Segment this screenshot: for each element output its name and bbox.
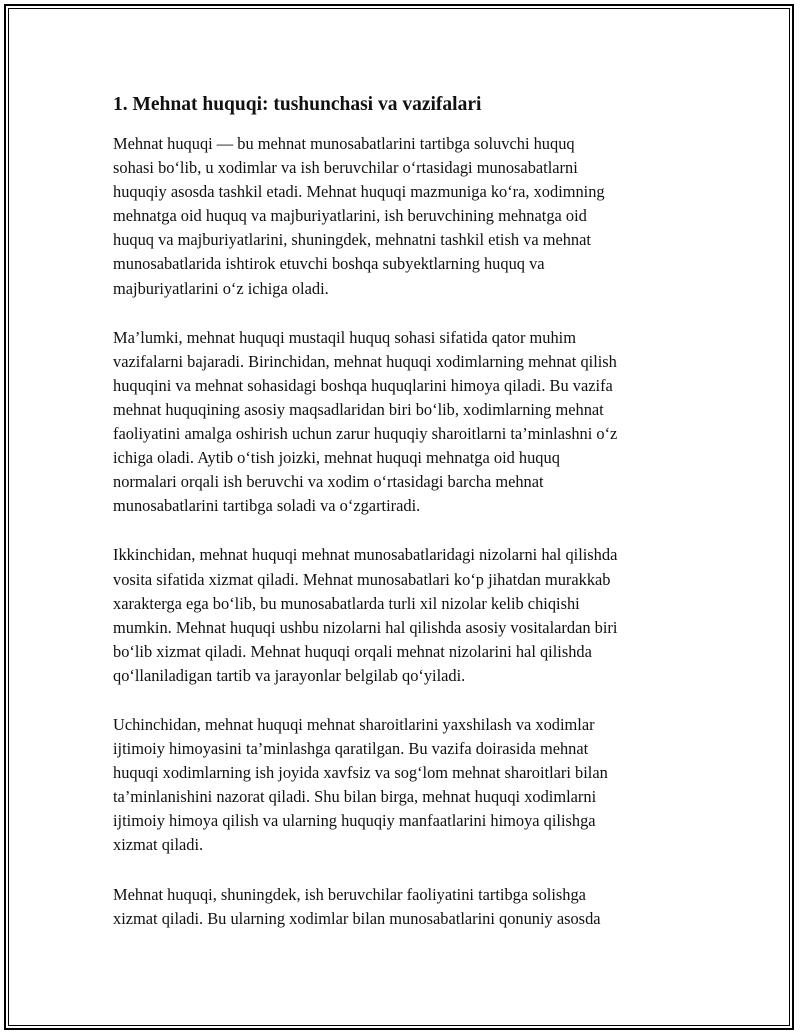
paragraph-1 — [113, 132, 673, 301]
text-line: Ikkinchidan, mehnat huquqi mehnat munosabatlaridagi nizolarni hal qilishda — [113, 545, 618, 565]
text-line: ichiga oladi. Aytib o‘tish joizki, mehnat huquqi mehnatga oid huquq — [113, 448, 560, 468]
text-line: majburiyatlarini o‘z ichiga oladi. — [113, 278, 329, 298]
text-line: faoliyatini amalga oshirish uchun zarur huquqiy sharoitlarni ta’minlashni o‘z — [113, 424, 618, 444]
text-line: huquqi xodimlarning ish joyida xavfsiz va sog‘lom mehnat sharoitlari bilan — [113, 763, 608, 783]
text-line: xizmat qiladi. — [113, 835, 204, 855]
text-line: Ma’lumki, mehnat huquqi mustaqil huquq sohasi sifatida qator muhim — [113, 327, 576, 347]
text-line: huquqiy asosda tashkil etadi. Mehnat huquqi mazmuniga ko‘ra, xodimning — [113, 182, 605, 202]
text-line: ijtimoiy himoyasini ta’minlashga qaratilgan. Bu vazifa doirasida mehnat — [113, 739, 589, 759]
text-line: Mehnat huquqi — bu mehnat munosabatlarini tartibga soluvchi huquq — [113, 134, 575, 153]
text-line: munosabatlarini tartibga soladi va o‘zgartiradi. — [113, 496, 421, 516]
paragraph-3 — [113, 543, 673, 688]
paragraph-4 — [113, 713, 673, 858]
section-heading: 1. Mehnat huquqi: tushunchasi va vazifalari — [113, 94, 482, 115]
text-line: huquqini va mehnat sohasidagi boshqa huquqlarini himoya qiladi. Bu vazifa — [113, 375, 613, 395]
text-line: vazifalarni bajaradi. Birinchidan, mehnat huquqi xodimlarning mehnat qilish — [113, 351, 617, 371]
text-line: Mehnat huquqi, shuningdek, ish beruvchilar faoliyatini tartibga solishga — [113, 884, 586, 904]
text-line: mumkin. Mehnat huquqi ushbu nizolarni hal qilishda asosiy vositalardan biri — [113, 617, 618, 637]
text-line: qo‘llaniladigan tartib va jarayonlar belgilab qo‘yiladi. — [113, 665, 466, 685]
paragraph-2 — [113, 326, 673, 519]
text-line: sohasi bo‘lib, u xodimlar va ish beruvchilar o‘rtasidagi munosabatlarni — [113, 158, 578, 178]
text-line: bo‘lib xizmat qiladi. Mehnat huquqi orqali mehnat nizolarini hal qilishda — [113, 641, 592, 661]
text-line: mehnatga oid huquq va majburiyatlarini, ish beruvchining mehnatga oid — [113, 206, 587, 226]
text-line: huquq va majburiyatlarini, shuningdek, mehnatni tashkil etish va mehnat — [113, 230, 591, 250]
text-line: xarakterga ega bo‘lib, bu munosabatlarda turli xil nizolar kelib chiqishi — [113, 593, 580, 613]
document-body — [113, 92, 673, 956]
paragraph-5 — [113, 883, 673, 931]
text-line: normalari orqali ish beruvchi va xodim o‘rtasidagi barcha mehnat — [113, 472, 544, 492]
text-line: ijtimoiy himoya qilish va ularning huquqiy manfaatlarini himoya qilishga — [113, 811, 596, 831]
text-line: xizmat qiladi. Bu ularning xodimlar bilan munosabatlarini qonuniy asosda — [113, 908, 601, 928]
text-line: Uchinchidan, mehnat huquqi mehnat sharoitlarini yaxshilash va xodimlar — [113, 714, 595, 734]
text-line: ta’minlanishini nazorat qiladi. Shu bilan birga, mehnat huquqi xodimlarni — [113, 787, 597, 807]
text-line: mehnat huquqining asosiy maqsadlaridan biri bo‘lib, xodimlarning mehnat — [113, 399, 604, 419]
text-line: munosabatlarida ishtirok etuvchi boshqa subyektlarning huquq va — [113, 254, 545, 274]
text-line: vosita sifatida xizmat qiladi. Mehnat munosabatlari ko‘p jihatdan murakkab — [113, 569, 611, 589]
